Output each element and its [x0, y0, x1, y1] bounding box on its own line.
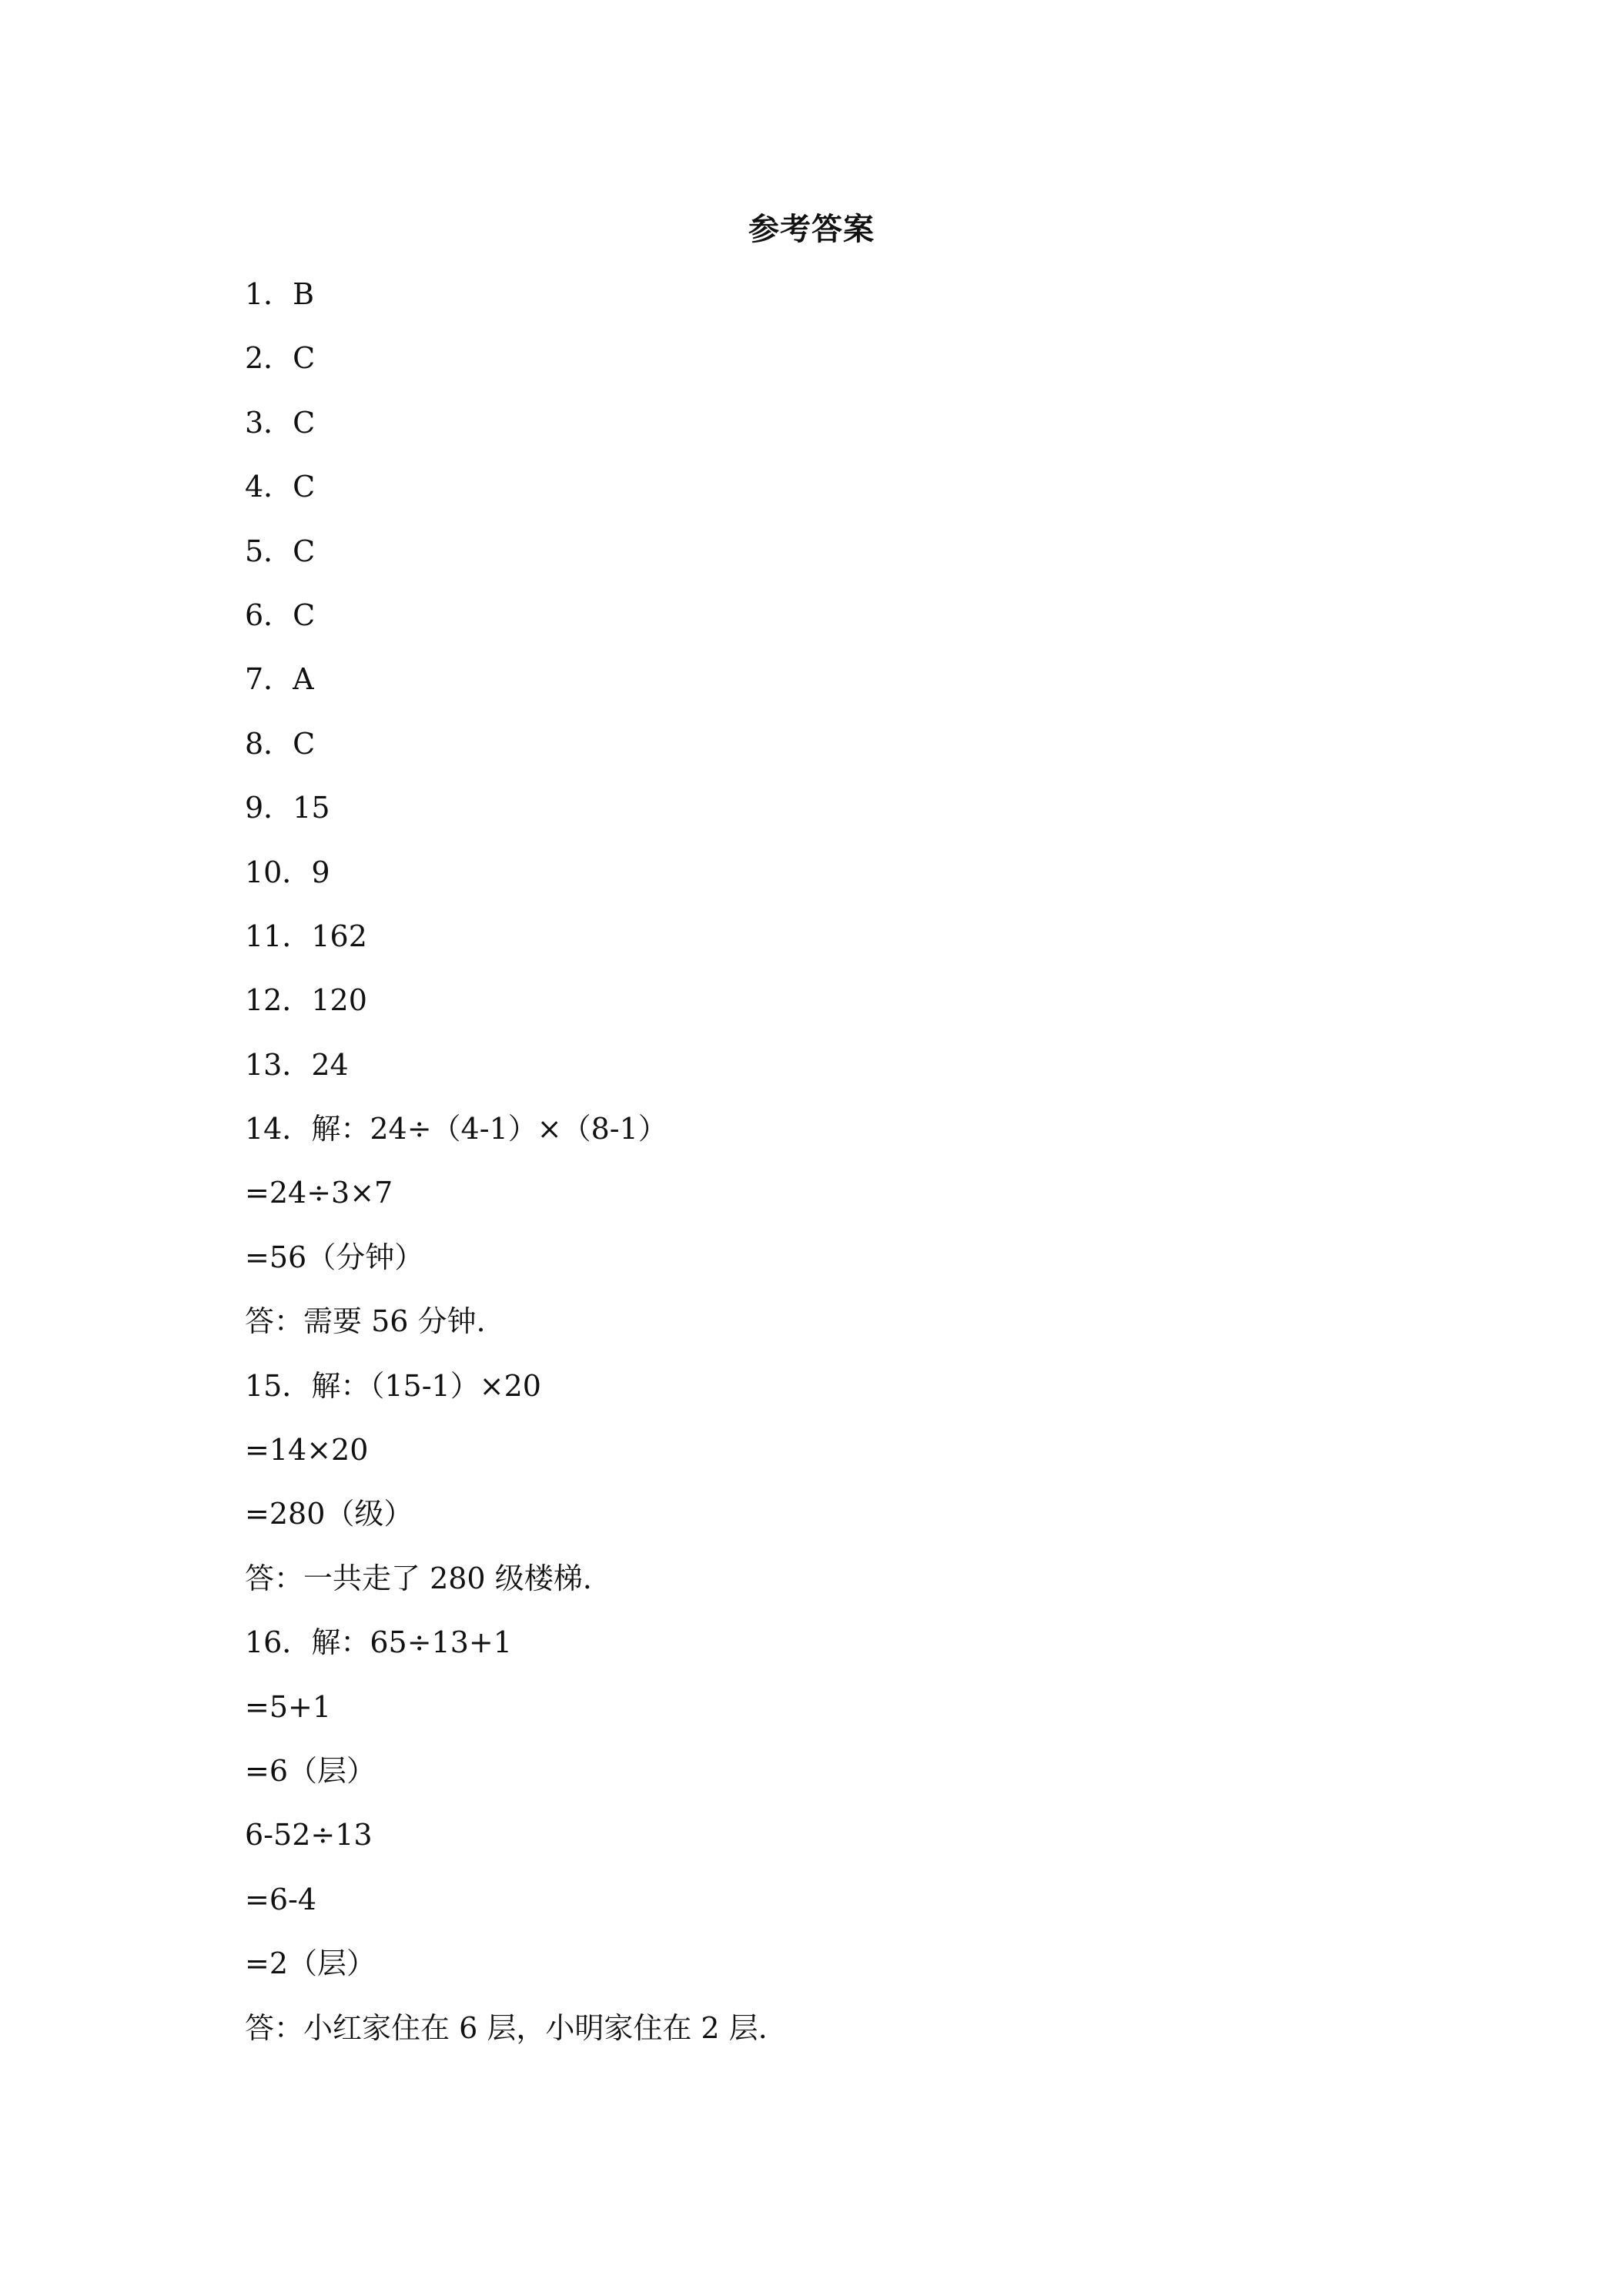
solution-line: =24÷3×7 — [245, 1176, 393, 1210]
solution-line: =56（分钟） — [245, 1240, 424, 1274]
solution-line: =14×20 — [245, 1433, 369, 1468]
solution-line: 答：一共走了 280 级楼梯. — [245, 1561, 592, 1595]
solution-line: =5+1 — [245, 1689, 332, 1724]
solution-line: =280（级） — [245, 1497, 413, 1531]
answer-line: 12．120 — [245, 983, 367, 1018]
answer-line: 8．C — [245, 726, 316, 761]
answer-line: 6．C — [245, 597, 316, 632]
solution-line: =6（层） — [245, 1753, 376, 1788]
solution-line: =2（层） — [245, 1946, 376, 1981]
answer-line: 10．9 — [245, 855, 330, 889]
answer-line: 1．B — [245, 277, 315, 311]
answer-line: 11．162 — [245, 919, 367, 953]
solution-line: 答：需要 56 分钟. — [245, 1304, 486, 1339]
answer-line: 7．A — [245, 662, 314, 697]
answer-line: 5．C — [245, 534, 316, 568]
solution-line: 15．解：（15-1）×20 — [245, 1368, 541, 1403]
answer-line: 2．C — [245, 341, 316, 376]
page-title: 参考答案 — [748, 211, 875, 247]
solution-line: 6-52÷13 — [245, 1818, 373, 1853]
answer-line: 4．C — [245, 470, 316, 504]
answer-list — [245, 271, 1400, 2069]
answer-line: 9．15 — [245, 791, 330, 825]
solution-line: 16．解：65÷13+1 — [245, 1625, 512, 1660]
answer-line: 3．C — [245, 405, 316, 440]
solution-line: 14．解：24÷（4-1）×（8-1） — [245, 1112, 668, 1146]
solution-line: 答：小红家住在 6 层，小明家住在 2 层. — [245, 2010, 768, 2045]
answer-line: 13．24 — [245, 1047, 349, 1082]
solution-line: =6-4 — [245, 1882, 317, 1916]
